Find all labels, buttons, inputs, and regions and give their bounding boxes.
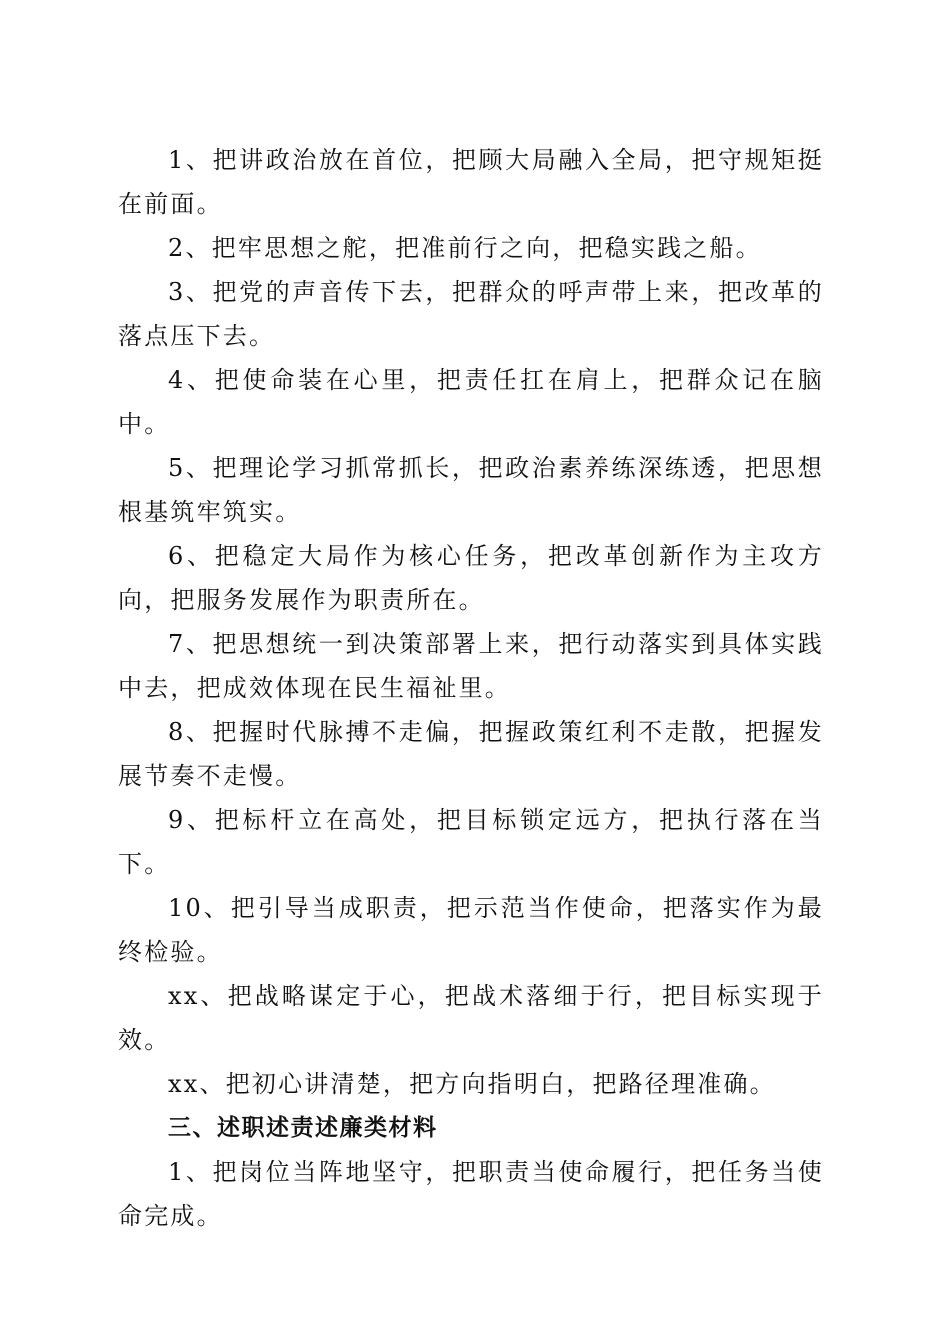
document-body xyxy=(118,138,824,1238)
paragraph: 1、把岗位当阵地坚守，把职责当使命履行，把任务当使命完成。 xyxy=(118,1158,824,1230)
paragraph: 1、把讲政治放在首位，把顾大局融入全局，把守规矩挺在前面。 xyxy=(118,146,824,218)
paragraph: xx、把战略谋定于心，把战术落细于行，把目标实现于效。 xyxy=(118,982,824,1054)
section-heading: 三、述职述责述廉类材料 xyxy=(168,1115,438,1141)
paragraph: 4、把使命装在心里，把责任扛在肩上，把群众记在脑中。 xyxy=(118,366,824,438)
paragraph: 9、把标杆立在高处，把目标锁定远方，把执行落在当下。 xyxy=(118,806,824,878)
paragraph: 3、把党的声音传下去，把群众的呼声带上来，把改革的落点压下去。 xyxy=(118,278,824,350)
paragraph: 8、把握时代脉搏不走偏，把握政策红利不走散，把握发展节奏不走慢。 xyxy=(118,718,824,790)
paragraph: 6、把稳定大局作为核心任务，把改革创新作为主攻方向，把服务发展作为职责所在。 xyxy=(118,542,824,614)
paragraph: 5、把理论学习抓常抓长，把政治素养练深练透，把思想根基筑牢筑实。 xyxy=(118,454,824,526)
paragraph: xx、把初心讲清楚，把方向指明白，把路径理准确。 xyxy=(168,1070,776,1098)
paragraph: 2、把牢思想之舵，把准前行之向，把稳实践之船。 xyxy=(168,234,762,262)
paragraph: 7、把思想统一到决策部署上来，把行动落实到具体实践中去，把成效体现在民生福祉里。 xyxy=(118,630,824,702)
paragraph: 10、把引导当成职责，把示范当作使命，把落实作为最终检验。 xyxy=(118,894,824,966)
